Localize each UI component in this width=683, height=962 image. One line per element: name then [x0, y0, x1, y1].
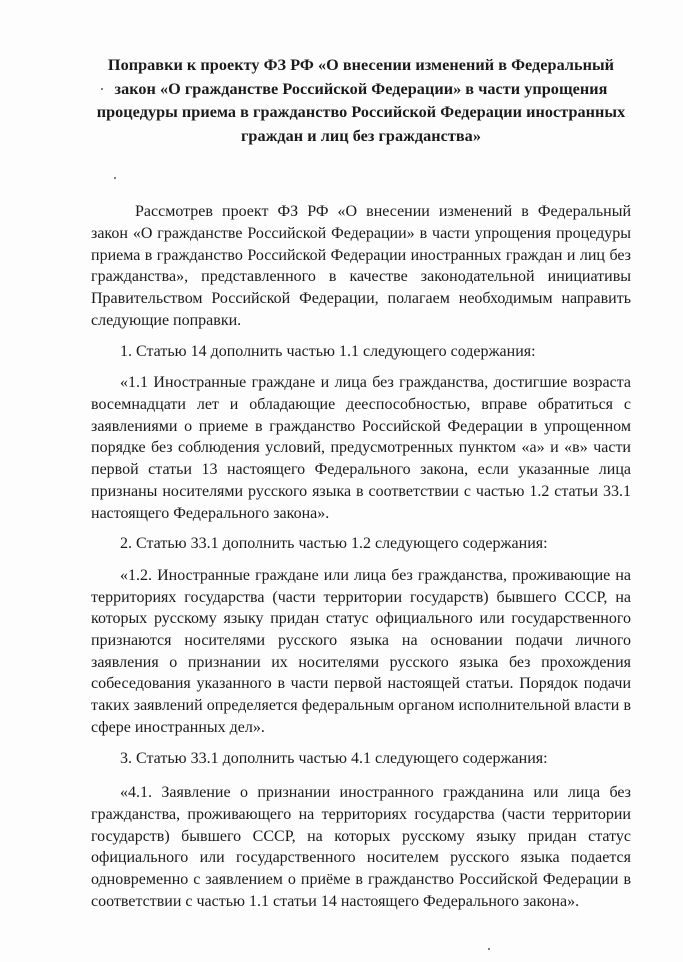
- item-1-text: «1.1 Иностранные граждане и лица без гражданства, достигшие возраста восемнадцати лет и обладающие дееспособностью, вправе обратиться с заявлениями о приеме в гражданство Российской Федерации в упрощенном порядке без соблюдения условий, предусмотренных пунктом «а» и «в» части первой статьи 13 настоящего Федерального закона, если указанные лица признаны носителями русского языка в соответствии с частью 1.2 статьи 33.1 настоящего Федерального закона».: [91, 374, 631, 522]
- item-1-heading: 1. Статью 14 дополнить частью 1.1 следующего содержания:: [120, 342, 536, 360]
- document-body: [91, 201, 631, 912]
- title-line-4: граждан и лиц без гражданства»: [241, 126, 481, 145]
- title-line-2: закон «О гражданстве Российской Федерации» в части упрощения: [114, 79, 608, 98]
- item-3-text: «4.1. Заявление о признании иностранного гражданина или лица без гражданства, проживающего на территориях государства (части территории государств) бывшего СССР, на которых русскому языку придан статус официального или государственного носителем русского языка подается одновременно с заявлением о приёме в гражданство Российской Федерации в соответствии с частью 1.1 статьи 14 настоящего Федерального закона».: [91, 784, 631, 910]
- title-line-1: Поправки к проекту ФЗ РФ «О внесении изменений в Федеральный: [107, 56, 615, 74]
- item-2-heading: 2. Статью 33.1 дополнить частью 1.2 следующего содержания:: [120, 535, 548, 553]
- scan-speck: [488, 948, 490, 950]
- document-title: [91, 54, 631, 148]
- item-2-text: «1.2. Иностранные граждане или лица без гражданства, проживающие на территориях государства (части территории государств) бывшего СССР, на которых русскому языку придан статус официального или государственного признаются носителями русского языка на основании подачи личного заявления о признании их носителями русского языка без прохождения собеседования указанного в части первой настоящей статьи. Порядок подачи таких заявлений определяется федеральным органом исполнительной власти в сфере иностранных дел».: [91, 566, 631, 736]
- scan-speck: [101, 88, 103, 90]
- title-line-3: процедуры приема в гражданство Российской Федерации иностранных: [96, 103, 626, 122]
- scan-speck: [114, 177, 116, 179]
- intro-paragraph: Рассмотрев проект ФЗ РФ «О внесении изменений в Федеральный закон «О гражданстве Российской Федерации» в части упрощения процедуры приема в гражданство Российской Федерации иностранных граждан и лиц без гражданства», представленного в качестве законодательной инициативы Правительством Российской Федерации, полагаем необходимым направить следующие поправки.: [91, 203, 631, 329]
- item-3-heading: 3. Статью 33.1 дополнить частью 4.1 следующего содержания:: [120, 749, 548, 767]
